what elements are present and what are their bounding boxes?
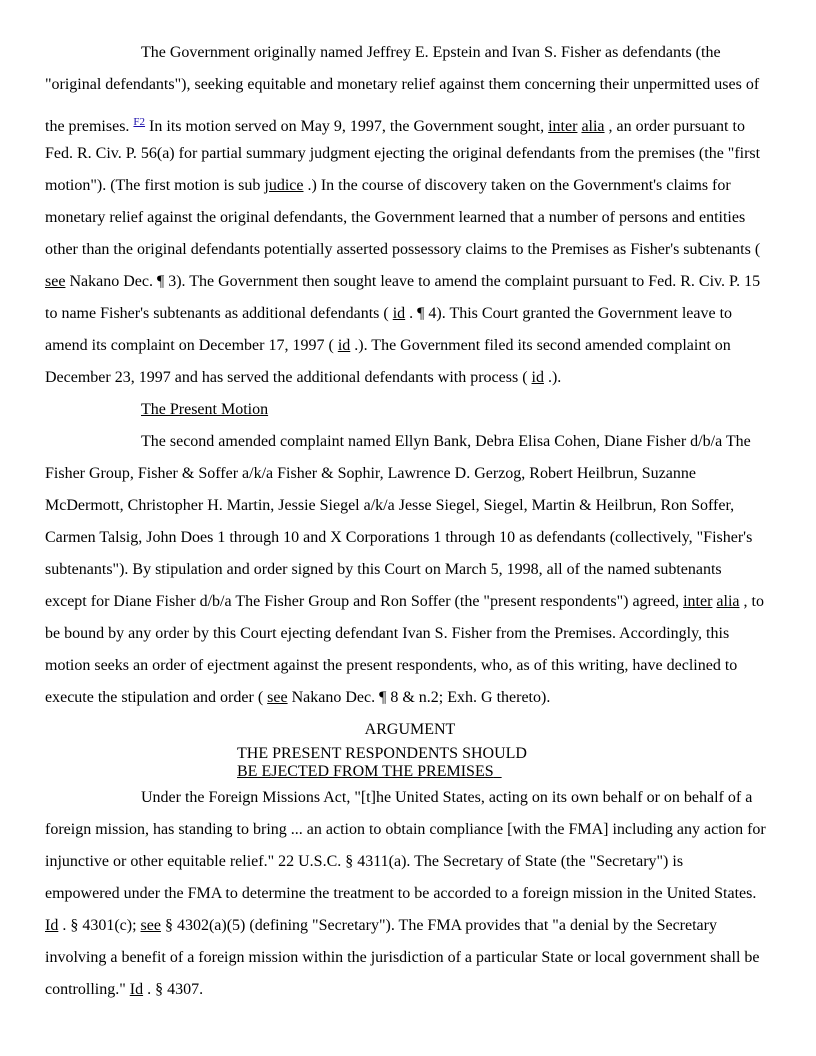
see-text: see [267, 689, 288, 706]
paragraph-2-line [45, 528, 752, 548]
see-text: see [140, 917, 161, 934]
text: Fisher Group, Fisher & Soffer a/k/a Fisher & Sophir, Lawrence D. Gerzog, Robert Heilbrun, Suzanne [45, 465, 696, 482]
text: injunctive or other equitable relief." 22 U.S.C. § 4311(a). The Secretary of State (the "Secretary") is [45, 853, 684, 870]
paragraph-1-line [45, 208, 745, 228]
text: , to [743, 593, 764, 610]
text: Fed. R. Civ. P. 56(a) for partial summary judgment ejecting the original defendants from the premises (the "first [45, 145, 761, 162]
see-text: see [45, 273, 66, 290]
text: involving a benefit of a foreign mission within the jurisdiction of a particular State or local government shall be [45, 949, 760, 966]
text: December 23, 1997 and has served the additional defendants with process ( [45, 369, 528, 386]
paragraph-1-line [45, 75, 759, 95]
text: subtenants"). By stipulation and order signed by this Court on March 5, 1998, all of the named subtenants [45, 561, 722, 578]
text: McDermott, Christopher H. Martin, Jessie Siegel a/k/a Jesse Siegel, Siegel, Martin & Heilbrun, Ron Soffer, [45, 497, 735, 514]
id-text: id [392, 305, 406, 322]
paragraph-1-line [45, 336, 731, 356]
text: Carmen Talsig, John Does 1 through 10 and X Corporations 1 through 10 as defendants (collectively, "Fisher's [45, 529, 753, 546]
text: except for Diane Fisher d/b/a The Fisher Group and Ron Soffer (the "present respondents") agreed, [45, 593, 680, 610]
footnote-link-f2[interactable]: F2 [133, 116, 146, 128]
text: empowered under the FMA to determine the treatment to be accorded to a foreign mission in the United States. [45, 885, 757, 902]
text: Nakano Dec. ¶ 3). The Government then sought leave to amend the complaint pursuant to Fed. R. Civ. P. 15 [69, 273, 761, 290]
text: other than the original defendants potentially asserted possessory claims to the Premises as Fisher's subtenants ( [45, 241, 761, 258]
section-heading-present-motion: The Present Motion [141, 401, 269, 418]
paragraph-1-line [141, 43, 721, 63]
paragraph-3-line [45, 948, 759, 968]
text: § 4302(a)(5) (defining "Secretary"). The FMA provides that "a denial by the Secretary [164, 917, 717, 934]
text: foreign mission, has standing to bring ... an action to obtain compliance [with the FMA] including any action for [45, 821, 766, 838]
text: . § 4307. [147, 981, 204, 998]
text: In its motion served on May 9, 1997, the Government sought, [149, 118, 545, 135]
paragraph-2-line [45, 496, 734, 516]
text: controlling." [45, 981, 130, 998]
paragraph-2-line [45, 624, 729, 644]
alia-text: alia [716, 593, 740, 610]
paragraph-1-line [45, 368, 561, 388]
text: motion seeks an order of ejectment against the present respondents, who, as of this writing, have declined to [45, 657, 738, 674]
paragraph-1-line [45, 176, 731, 196]
id-text: Id [129, 981, 144, 998]
paragraph-3-line [45, 884, 756, 904]
text: . § 4301(c); [62, 917, 137, 934]
text: monetary relief against the original defendants, the Government learned that a number of persons and entities [45, 209, 746, 226]
text: execute the stipulation and order ( [45, 689, 264, 706]
paragraph-2-line [141, 432, 751, 452]
paragraph-1-line [45, 304, 732, 324]
id-text: Id [45, 917, 59, 934]
id-text: id [531, 369, 544, 386]
inter-text: inter [548, 118, 578, 135]
inter-text: inter [683, 593, 713, 610]
text: .) In the course of discovery taken on the Government's claims for [307, 177, 731, 194]
text: BE EJECTED FROM THE PREMISES [237, 763, 494, 780]
text: Nakano Dec. ¶ 8 & n.2; Exh. G thereto). [291, 689, 551, 706]
paragraph-2-line [45, 464, 696, 484]
paragraph-2-line [45, 592, 764, 612]
paragraph-1-line [45, 272, 760, 292]
text: .). The Government filed its second amended complaint on [354, 337, 731, 354]
text: , an order pursuant to [608, 118, 745, 135]
judice-text: judice [264, 177, 304, 194]
paragraph-2-line [45, 560, 722, 580]
paragraph-2-line [45, 656, 737, 676]
text: Under the Foreign Missions Act, "[t]he United States, acting on its own behalf or on behalf of a [141, 789, 753, 806]
text: The Government originally named Jeffrey E. Epstein and Ivan S. Fisher as defendants (the [141, 44, 721, 61]
alia-text: alia [581, 118, 605, 135]
paragraph-2-line [45, 688, 550, 708]
point-heading-line-2 [237, 763, 502, 781]
id-text: id [337, 337, 351, 354]
paragraph-3-line [141, 788, 752, 808]
paragraph-1-line [45, 144, 760, 164]
text: . ¶ 4). This Court granted the Government leave to [409, 305, 733, 322]
paragraph-3-line [45, 980, 203, 1000]
text: the premises. [45, 118, 130, 135]
paragraph-1-line [45, 240, 760, 260]
text: amend its complaint on December 17, 1997 ( [45, 337, 334, 354]
text: .). [547, 369, 562, 386]
paragraph-3-line [45, 852, 683, 872]
paragraph-1-line [45, 112, 745, 135]
argument-heading: ARGUMENT [364, 721, 456, 738]
text: to name Fisher's subtenants as additional defendants ( [45, 305, 389, 322]
paragraph-3-line [45, 916, 717, 936]
text: be bound by any order by this Court ejecting defendant Ivan S. Fisher from the Premises. Accordingly, this [45, 625, 730, 642]
point-heading-line-1: THE PRESENT RESPONDENTS SHOULD [237, 745, 527, 762]
text: "original defendants"), seeking equitable and monetary relief against them concerning their unpermitted uses of [45, 76, 760, 93]
text: The second amended complaint named Ellyn Bank, Debra Elisa Cohen, Diane Fisher d/b/a The [141, 433, 751, 450]
paragraph-3-line [45, 820, 766, 840]
text: motion"). (The first motion is sub [45, 177, 261, 194]
